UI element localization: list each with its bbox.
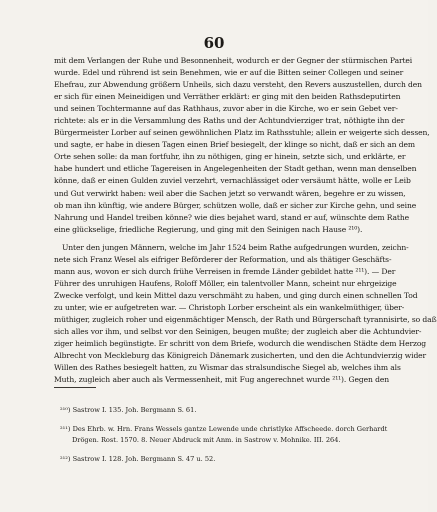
text-line: sich alles vor ihm, und selbst vor den Seinigen, beugen mußte; der zugleich aber die Achtundvier-	[54, 327, 422, 337]
text-line: mann aus, wovon er sich durch frühe Verreisen in fremde Länder gebildet hatte ²¹¹). — Der	[54, 266, 396, 276]
body-text	[54, 55, 437, 386]
footnote-line: ²¹⁰) Sastrow I. 135. Joh. Bergmann S. 61.	[60, 406, 197, 414]
text-line: Führer des unruhigen Haufens, Roloff Möller, ein talentvoller Mann, scheint nur ehrgeizige	[54, 278, 397, 288]
text-line: Orte sehen solle: da man fortfuhr, ihn zu nöthigen, ging er hinein, setzte sich, und erklärte, er	[54, 152, 406, 162]
text-line: Muth, zugleich aber auch als Vermessenheit, mit Fug angerechnet wurde ²¹¹). Gegen den	[54, 375, 389, 385]
text-line: nete sich Franz Wesel als eifriger Beförderer der Reformation, und als thätiger Geschäfts-	[54, 254, 392, 264]
footnote-line: Drögen. Rost. 1570. 8. Neuer Abdruck mit Anm. in Sastrow v. Mohnike. III. 264.	[72, 436, 341, 444]
text-line: er sich für einen Meineidigen und Verräther erklärt: er ging mit den beiden Rathsdeputirten	[54, 92, 401, 102]
text-line: mit dem Verlangen der Ruhe und Besonnenheit, wodurch er der Gegner der stürmischen Partei	[54, 56, 413, 65]
text-line: Albrecht von Meckleburg das Königreich Dänemark zusicherten, und den die Achtundvierzig wider	[54, 351, 427, 361]
footnote-line: ²¹²) Sastrow I. 128. Joh. Bergmann S. 47 u. 52.	[60, 455, 216, 463]
footnotes	[60, 405, 388, 473]
text-line: Ehefrau, zur Abwendung größern Unheils, sich dazu versteht, den Revers auszustellen, durch den	[54, 80, 422, 90]
text-line: wurde. Edel und rührend ist sein Benehmen, wie er auf die Bitten seiner Collegen und seiner	[54, 68, 404, 78]
page-number: 60	[203, 34, 225, 52]
footnote	[60, 454, 380, 465]
text-line: könne, daß er einen Gulden zuviel verzehrt, vernachlässiget oder versäumt hätte, wolle er Leib	[54, 176, 411, 186]
text-line: Nahrung und Handel treiben könne? wie dies bejahet ward, stand er auf, wünschte dem Rathe	[54, 212, 409, 222]
text-line: Bürgermeister Lorber auf seinen gewöhnlichen Platz im Rathsstuhle; allein er weigerte sich dessen,	[54, 128, 430, 138]
text-line: habe hundert und etliche Tagereisen in Angelegenheiten der Stadt gethan, wenn man denselben	[54, 164, 417, 174]
footnote-line: ²¹¹) Des Ehrb. w. Hrn. Frans Wessels gantze Lewende unde christlyke Affscheede. dorch Gerhardt	[60, 425, 388, 433]
footnote-divider	[54, 387, 96, 388]
footnote	[60, 424, 388, 446]
text-line: Willen des Rathes besiegelt hatten, zu Wismar das stralsundische Siegel ab, welches ihm als	[54, 363, 401, 373]
text-line: eine glückselige, friedliche Regierung, und ging mit den Seinigen nach Hause ²¹⁰).	[54, 224, 363, 234]
text-line: ziger heimlich begünstigte. Er schritt von dem Briefe, wodurch die wendischen Städte dem Herzog	[54, 339, 427, 349]
text-line: ob man ihn künftig, wie andere Bürger, schützen wolle, daß er sicher zur Kirche gehn, und seine	[54, 200, 417, 210]
text-line: Unter den jungen Männern, welche im Jahr 1524 beim Rathe aufgedrungen wurden, zeichn-	[62, 242, 409, 252]
text-line: zu unter, wie er aufgetreten war. — Christoph Lorber erscheint als ein wankelmüthiger, über-	[54, 302, 405, 312]
text-line: und seinen Tochtermanne auf das Rathhaus, zuvor aber in die Kirche, wo er sein Gebet ver-	[54, 104, 398, 114]
text-line: richtete: als er in die Versammlung des Raths und der Achtundvierziger trat, nöthigte ihn der	[54, 116, 405, 126]
text-line: müthiger, zugleich roher und eigenmächtiger Mensch, der Rath und Bürgerschaft tyrannisirte, so daß	[54, 314, 437, 324]
text-line: und Gut verwirkt haben: weil aber die Sachen jetzt so verwandt wären, begehre er zu wissen,	[54, 188, 406, 198]
text-line: und sagte, er habe in diesen Tagen einen Brief besiegelt, der klinge so nicht, daß er sich an dem	[54, 140, 415, 150]
paragraph-2	[54, 242, 437, 387]
footnote	[60, 405, 380, 416]
paragraph-1	[54, 55, 430, 236]
text-line: Zwecke verfolgt, und kein Mittel dazu verschmäht zu haben, und ging durch einen schnellen Tod	[54, 290, 418, 300]
